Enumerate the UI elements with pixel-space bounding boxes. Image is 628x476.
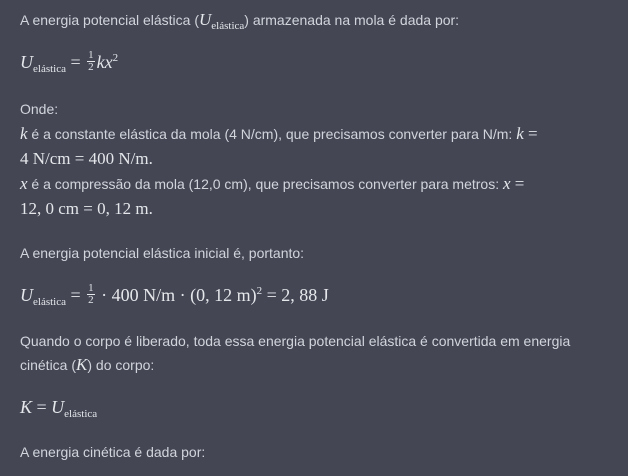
formula-kinetic-equals-elastic — [20, 397, 608, 420]
onde-label: Onde: — [20, 101, 59, 117]
formula1-numerator: 1 — [88, 49, 94, 62]
formula1-exponent: 2 — [112, 52, 119, 64]
intro-text — [20, 10, 608, 32]
formula-elastic-energy — [20, 49, 608, 75]
formula1-denominator: 2 — [88, 61, 94, 74]
intro-post: ) armazenada na mola é dada por: — [244, 12, 460, 28]
k-equals: = — [523, 124, 538, 143]
formula1-lhs: U — [20, 52, 33, 72]
k-symbol: k — [20, 124, 28, 143]
formula3-equals: = — [36, 397, 47, 417]
x-symbol-2: x — [502, 174, 511, 193]
k-symbol-2: k — [516, 124, 524, 143]
x-conversion: 12, 0 cm = 0, 12 m. — [20, 199, 153, 218]
formula2-fraction — [87, 283, 95, 306]
x-symbol: x — [20, 174, 28, 193]
formula2-rest-a: · 400 N/m · (0, 12 m) — [101, 285, 257, 305]
initial-energy-text: A energia potencial elástica inicial é, portanto: — [20, 245, 305, 261]
released-post: ) do corpo: — [87, 357, 155, 373]
kinetic-energy-text: A energia cinética é dada por: — [20, 444, 206, 460]
formula-initial-energy — [20, 282, 608, 308]
formula2-rest-b: = 2, 88 J — [266, 285, 329, 305]
formula3-rhs: U — [51, 397, 65, 417]
x-text: é a compressão da mola (12,0 cm), que precisamos converter para metros: — [27, 176, 503, 192]
formula3-rhs-subscript: elástica — [64, 408, 98, 420]
formula1-lhs-subscript: elástica — [33, 63, 66, 75]
formula2-denominator: 2 — [88, 294, 94, 307]
released-pre: cinética ( — [20, 357, 77, 373]
released-text-line1: Quando o corpo é liberado, toda essa energia potencial elástica é convertida em energia — [20, 333, 571, 349]
formula1-equals: = — [70, 52, 81, 72]
k-conversion: 4 N/cm = 400 N/m. — [20, 149, 153, 168]
formula2-exponent: 2 — [256, 285, 263, 297]
x-equals: = — [510, 174, 525, 193]
k-definition — [20, 124, 608, 144]
formula1-fraction — [87, 50, 95, 73]
formula1-k: k — [96, 52, 105, 72]
symbol-u: U — [199, 10, 212, 29]
formula3-lhs: K — [20, 397, 33, 417]
released-text-line2 — [20, 355, 608, 375]
k-text: é a constante elástica da mola (4 N/cm), que precisamos converter para N/m: — [27, 126, 517, 142]
symbol-u-subscript: elástica — [211, 20, 245, 32]
formula2-equals: = — [70, 285, 81, 305]
k-kinetic-symbol: K — [76, 355, 88, 374]
intro-pre: A energia potencial elástica ( — [20, 12, 199, 28]
formula2-numerator: 1 — [88, 282, 94, 295]
formula1-x: x — [104, 52, 113, 72]
formula2-lhs: U — [20, 285, 33, 305]
formula2-lhs-subscript: elástica — [33, 296, 66, 308]
x-definition — [20, 174, 608, 194]
